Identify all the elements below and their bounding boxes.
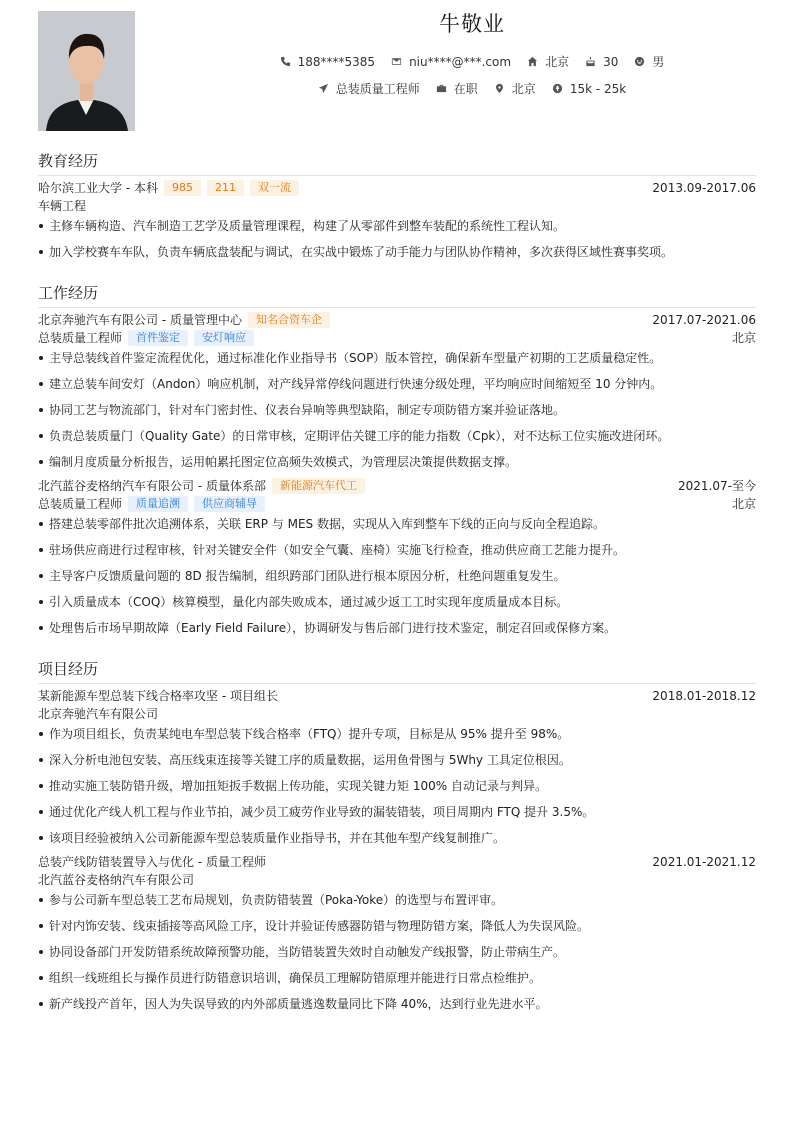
bullet-dot — [39, 356, 43, 360]
list-item — [38, 777, 756, 794]
work-date: 2017.07-2021.06 — [652, 312, 756, 327]
bullet-text: 处理售后市场早期故障（Early Field Failure），协调研发与售后部门进行技术鉴定，制定召回或保修方案。 — [49, 621, 617, 635]
list-item — [38, 541, 756, 558]
company-tag: 新能源汽车代工 — [272, 478, 365, 494]
project-date: 2021.01-2021.12 — [652, 854, 756, 869]
work-city: 北京 — [731, 497, 756, 511]
intention-line — [150, 80, 794, 97]
work-date: 2021.07-至今 — [678, 479, 756, 493]
work-entry-header — [38, 477, 756, 494]
bullet-text: 该项目经验被纳入公司新能源车型总装质量作业指导书，并在其他车型产线复制推广。 — [49, 831, 506, 845]
person-photo-icon — [38, 11, 135, 131]
projects-section-title: 项目经历 — [38, 658, 756, 684]
company-name: 北京奔驰汽车有限公司 - 质量管理中心 — [38, 313, 242, 327]
position-tag: 安灯响应 — [194, 330, 254, 346]
bullet-text: 主导总装线首件鉴定流程优化，通过标准化作业指导书（SOP）版本管控，确保新车型量产初期的工艺质量稳定性。 — [49, 351, 662, 365]
list-item — [38, 217, 756, 234]
list-item — [38, 593, 756, 610]
bullet-text: 负责总装质量门（Quality Gate）的日常审核，定期评估关键工序的能力指数（Cpk），对不达标工位实施改进闭环。 — [49, 429, 670, 443]
gender-text: 男 — [652, 55, 665, 69]
list-item — [38, 969, 756, 986]
email-text: niu****@***.com — [409, 54, 512, 69]
project-date: 2018.01-2018.12 — [652, 688, 756, 703]
list-item — [38, 243, 756, 260]
project-company: 北汽蓝谷麦格纳汽车有限公司 — [38, 873, 195, 887]
contact-line — [150, 53, 794, 70]
work-section-title: 工作经历 — [38, 282, 756, 308]
education-major-row — [38, 197, 756, 214]
candidate-name: 牛敬业 — [439, 12, 505, 36]
project-entry-header — [38, 687, 756, 704]
email-item — [391, 55, 511, 69]
bullet-text: 主修车辆构造、汽车制造工艺学及质量管理课程，构建了从零部件到整车装配的系统性工程认知。 — [49, 219, 566, 233]
project-name: 总装产线防错装置导入与优化 - 质量工程师 — [38, 855, 266, 869]
smile-icon — [634, 56, 645, 67]
list-item — [38, 427, 756, 444]
resume-header — [150, 0, 794, 140]
list-item — [38, 995, 756, 1012]
gender-item — [634, 53, 664, 70]
bullet-text: 主导客户反馈质量问题的 8D 报告编制，组织跨部门团队进行根本原因分析，杜绝问题重复发生。 — [49, 569, 566, 583]
list-item — [38, 515, 756, 532]
list-item — [38, 803, 756, 820]
profile-photo — [38, 11, 135, 131]
bullet-text: 参与公司新车型总装工艺布局规划，负责防错装置（Poka-Yoke）的选型与布置评审。 — [49, 893, 504, 907]
bullet-dot — [39, 548, 43, 552]
bullet-text: 协同设备部门开发防错系统故障预警功能，当防错装置失效时自动触发产线报警，防止带病生产。 — [49, 945, 566, 959]
bullet-text: 协同工艺与物流部门，针对车门密封性、仪表台异响等典型缺陷，制定专项防错方案并验证落地。 — [49, 403, 566, 417]
salary-item — [552, 82, 626, 96]
bullet-dot — [39, 810, 43, 814]
bullet-text: 推动实施工装防错升级，增加扭矩扳手数据上传功能，实现关键力矩 100% 自动记录与判异。 — [49, 779, 547, 793]
project-company-row — [38, 705, 756, 722]
target-position-item — [318, 80, 420, 97]
bullet-text: 作为项目组长，负责某纯电车型总装下线合格率（FTQ）提升专项，目标是从 95% 提升至 98%。 — [49, 727, 570, 741]
age-item — [585, 55, 618, 69]
list-item — [38, 891, 756, 908]
bullet-dot — [39, 250, 43, 254]
bullet-dot — [39, 1002, 43, 1006]
bullet-dot — [39, 758, 43, 762]
home-icon — [527, 56, 538, 67]
education-section-title: 教育经历 — [38, 150, 756, 176]
list-item — [38, 943, 756, 960]
school-name: 哈尔滨工业大学 - 本科 — [38, 181, 158, 195]
bullet-text: 加入学校赛车车队，负责车辆底盘装配与调试，在实战中锻炼了动手能力与团队协作精神，多次获得区域性赛事奖项。 — [49, 245, 674, 259]
school-tag: 双一流 — [250, 180, 299, 196]
bullet-dot — [39, 924, 43, 928]
list-item — [38, 375, 756, 392]
list-item — [38, 567, 756, 584]
salary-text: 15k - 25k — [569, 81, 627, 96]
bullet-dot — [39, 976, 43, 980]
bullet-dot — [39, 408, 43, 412]
bullet-text: 通过优化产线人机工程与作业节拍，减少员工疲劳作业导致的漏装错装，项目周期内 FTQ 提升 3.5%。 — [49, 805, 595, 819]
project-company-row — [38, 871, 756, 888]
position-tag: 首件鉴定 — [128, 330, 188, 346]
bullet-dot — [39, 784, 43, 788]
bullet-text: 建立总装车间安灯（Andon）响应机制，对产线异常停线问题进行快速分级处理，平均响应时间缩短至 10 分钟内。 — [49, 377, 663, 391]
company-tag: 知名合资车企 — [248, 312, 330, 328]
project-company: 北京奔驰汽车有限公司 — [38, 707, 159, 721]
phone-text: 188****5385 — [297, 54, 376, 69]
project-entry-header — [38, 853, 756, 870]
location-text: 北京 — [545, 55, 570, 69]
mail-icon — [391, 56, 402, 67]
bullet-text: 搭建总装零部件批次追溯体系，关联 ERP 与 MES 数据，实现从入库到整车下线的正向与反向全程追踪。 — [49, 517, 605, 531]
school-tag: 985 — [164, 180, 201, 196]
bullet-text: 引入质量成本（COQ）核算模型，量化内部失败成本，通过减少返工工时实现年度质量成本目标。 — [49, 595, 569, 609]
project-name: 某新能源车型总装下线合格率攻坚 - 项目组长 — [38, 689, 278, 703]
list-item — [38, 725, 756, 742]
bullet-dot — [39, 224, 43, 228]
target-position-text: 总装质量工程师 — [335, 82, 420, 96]
bullet-text: 新产线投产首年，因人为失误导致的内外部质量逃逸数量同比下降 40%，达到行业先进水平。 — [49, 997, 548, 1011]
age-text: 30 — [603, 54, 619, 69]
bullet-text: 针对内饰安装、线束插接等高风险工序，设计并验证传感器防错与物理防错方案，降低人为失误风险。 — [49, 919, 590, 933]
position-tag: 质量追溯 — [128, 496, 188, 512]
work-position-row — [38, 329, 756, 346]
list-item — [38, 751, 756, 768]
target-city-item — [494, 80, 536, 97]
bullet-dot — [39, 460, 43, 464]
location-item — [527, 53, 569, 70]
send-icon — [318, 83, 329, 94]
major-name: 车辆工程 — [38, 199, 87, 213]
position-tag: 供应商辅导 — [194, 496, 265, 512]
cake-icon — [585, 56, 596, 67]
bullet-text: 驻场供应商进行过程审核，针对关键安全件（如安全气囊、座椅）实施飞行检查，推动供应商工艺能力提升。 — [49, 543, 626, 557]
status-text: 在职 — [453, 82, 478, 96]
bullet-dot — [39, 898, 43, 902]
bullet-dot — [39, 382, 43, 386]
target-city-text: 北京 — [511, 82, 536, 96]
position-name: 总装质量工程师 — [38, 497, 123, 511]
phone-item — [280, 55, 375, 69]
phone-icon — [280, 56, 291, 67]
bullet-dot — [39, 434, 43, 438]
list-item — [38, 917, 756, 934]
bullet-text: 编制月度质量分析报告，运用帕累托图定位高频失效模式，为管理层决策提供数据支撑。 — [49, 455, 518, 469]
bullet-dot — [39, 600, 43, 604]
education-entry-header — [38, 179, 756, 196]
company-name: 北汽蓝谷麦格纳汽车有限公司 - 质量体系部 — [38, 479, 266, 493]
bullet-dot — [39, 574, 43, 578]
briefcase-icon — [436, 83, 447, 94]
bullet-dot — [39, 950, 43, 954]
status-item — [436, 80, 478, 97]
list-item — [38, 619, 756, 636]
bullet-text: 深入分析电池包安装、高压线束连接等关键工序的质量数据，运用鱼骨图与 5Why 工具定位根因。 — [49, 753, 571, 767]
list-item — [38, 829, 756, 846]
bullet-dot — [39, 626, 43, 630]
work-position-row — [38, 495, 756, 512]
list-item — [38, 401, 756, 418]
list-item — [38, 453, 756, 470]
work-city: 北京 — [731, 331, 756, 345]
work-entry-header — [38, 311, 756, 328]
pin-icon — [494, 83, 505, 94]
bullet-dot — [39, 522, 43, 526]
bullet-dot — [39, 732, 43, 736]
bullet-dot — [39, 836, 43, 840]
list-item — [38, 349, 756, 366]
position-name: 总装质量工程师 — [38, 331, 123, 345]
school-tag: 211 — [207, 180, 244, 196]
bullet-text: 组织一线班组长与操作员进行防错意识培训，确保员工理解防错原理并能进行日常点检维护。 — [49, 971, 542, 985]
coin-icon — [552, 83, 563, 94]
education-date: 2013.09-2017.06 — [652, 180, 756, 195]
